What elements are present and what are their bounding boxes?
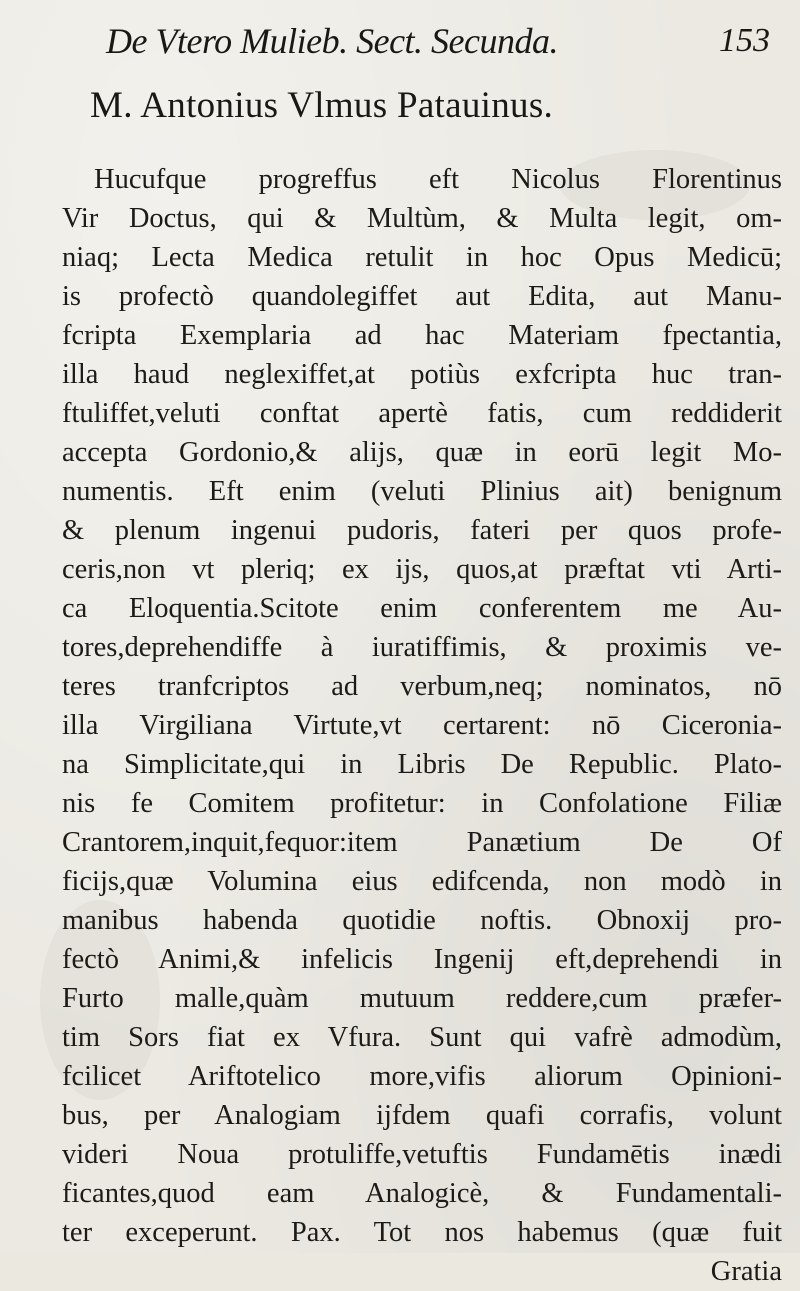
text-line: Hucufque progreffus eft Nicolus Florentinus [94, 164, 782, 195]
text-line: fectò Animi,& infelicis Ingenij eft,deprehendi in [62, 944, 782, 975]
text-line: bus, per Analogiam ijfdem quafi corrafis, volunt [62, 1100, 782, 1131]
text-line: fcripta Exemplaria ad hac Materiam fpectantia, [62, 320, 782, 351]
text-line: ficantes,quod eam Analogicè, & Fundamentali- [62, 1178, 782, 1209]
text-line: videri Noua protuliffe,vetuftis Fundamētis inædi [62, 1139, 782, 1170]
text-line: illa haud neglexiffet,at potiùs exfcripta huc tran- [62, 359, 782, 390]
text-line: nis fe Comitem profitetur: in Confolatione Filiæ [62, 788, 782, 819]
page-number: 153 [719, 22, 770, 59]
text-line: na Simplicitate,qui in Libris De Republic. Plato- [62, 749, 782, 780]
text-line: is profectò quandolegiffet aut Edita, aut Manu- [62, 281, 782, 312]
text-line: tim Sors fiat ex Vfura. Sunt qui vafrè admodùm, [62, 1022, 782, 1053]
text-line: tores,deprehendiffe à iuratiffimis, & proximis ve- [62, 632, 782, 663]
text-line: ftuliffet,veluti conftat apertè fatis, cum reddiderit [62, 398, 782, 429]
text-line: & plenum ingenui pudoris, fateri per quos profe- [62, 515, 782, 546]
text-line: manibus habenda quotidie noftis. Obnoxij pro- [62, 905, 782, 936]
text-line: ter exceperunt. Pax. Tot nos habemus (quæ fuit [62, 1217, 782, 1248]
catchword: Gratia [710, 1256, 782, 1287]
page-header [70, 20, 770, 80]
text-line: Furto malle,quàm mutuum reddere,cum præfer- [62, 983, 782, 1014]
text-line: illa Virgiliana Virtute,vt certarent: nō Ciceronia- [62, 710, 782, 741]
text-line: niaq; Lecta Medica retulit in hoc Opus Medicū; [62, 242, 782, 273]
text-line: ficijs,quæ Volumina eius edifcenda, non modò in [62, 866, 782, 897]
text-line: fcilicet Ariftotelico more,vifis aliorum Opinioni- [62, 1061, 782, 1092]
text-line: ca Eloquentia.Scitote enim conferentem me Au- [62, 593, 782, 624]
text-line: ceris,non vt pleriq; ex ijs, quos,at præftat vti Arti- [62, 554, 782, 585]
text-line: Vir Doctus, qui & Multùm, & Multa legit, om- [62, 203, 782, 234]
section-heading: M. Antonius Vlmus Patauinus. [90, 85, 554, 126]
text-line: Crantorem,inquit,fequor:item Panætium De Of [62, 827, 782, 858]
text-line: teres tranfcriptos ad verbum,neq; nominatos, nō [62, 671, 782, 702]
body-text [62, 160, 782, 1291]
text-line: numentis. Eft enim (veluti Plinius ait) benignum [62, 476, 782, 507]
text-line: accepta Gordonio,& alijs, quæ in eorū legit Mo- [62, 437, 782, 468]
running-head: De Vtero Mulieb. Sect. Secunda. [106, 21, 559, 61]
